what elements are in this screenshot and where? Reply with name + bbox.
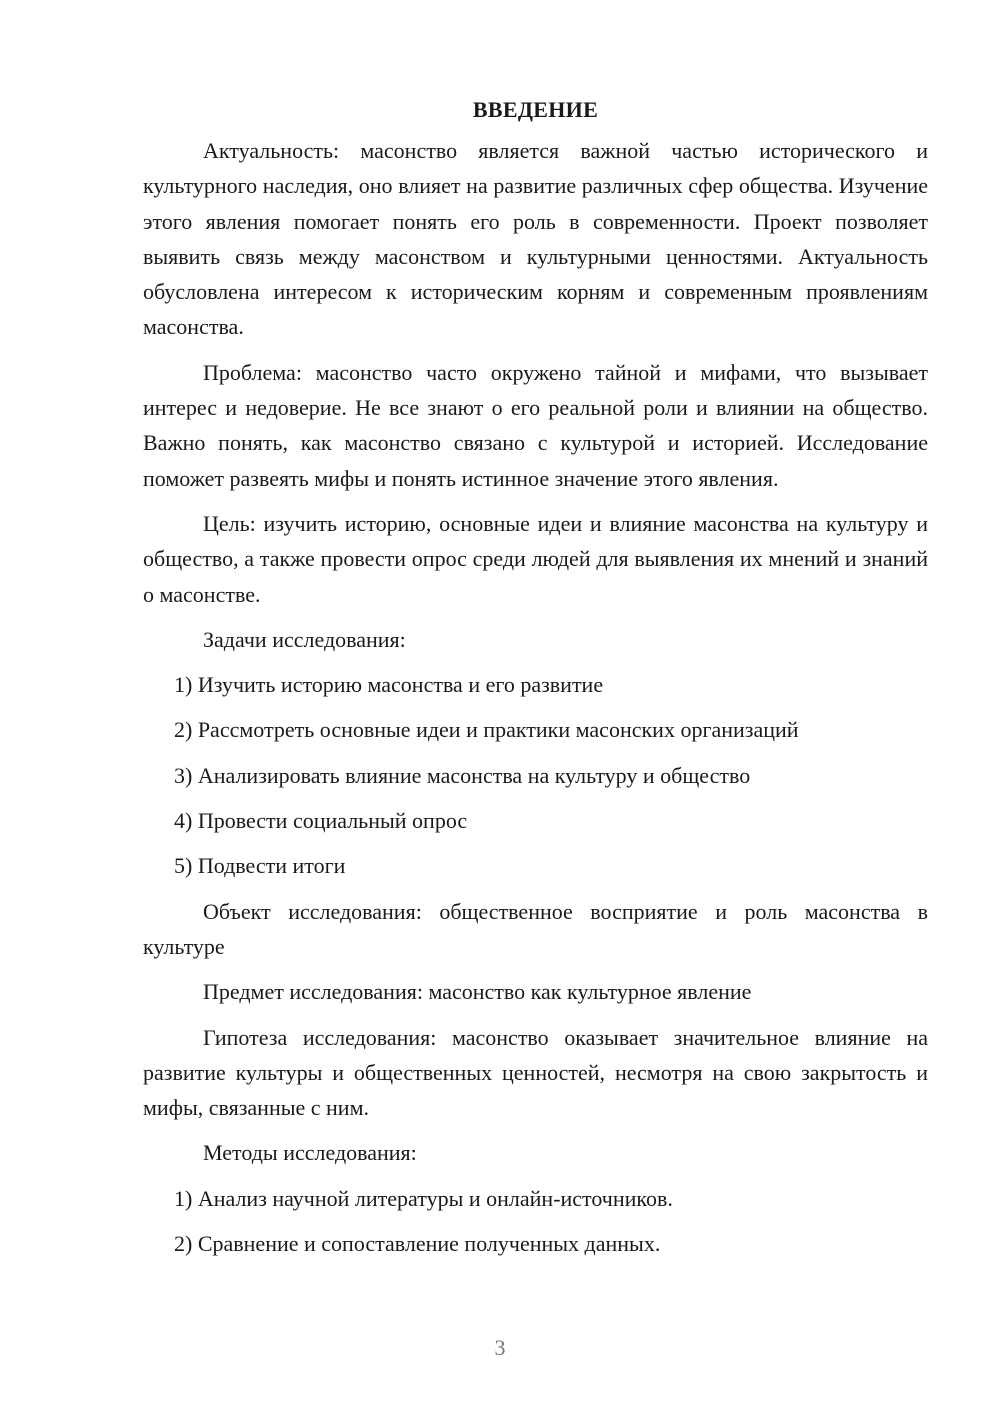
document-page xyxy=(143,93,928,1271)
tasks-title: Задачи исследования: xyxy=(203,626,406,652)
list-item: 2) Рассмотреть основные идеи и практики масонских организаций xyxy=(174,717,799,743)
list-item: 3) Анализировать влияние масонства на культуру и общество xyxy=(174,762,751,788)
problem-paragraph: Проблема: масонство часто окружено тайной и мифами, что вызывает интерес и недоверие. Не все знают о его реальной роли и влиянии на общество. Важно понять, как масонство связано с культурой и историей. Исследование поможет развеять мифы и понять истинное значение этого явления. xyxy=(143,359,928,491)
goal-paragraph: Цель: изучить историю, основные идеи и влияние масонства на культуру и общество, а также провести опрос среди людей для выявления их мнений и знаний о масонстве. xyxy=(143,510,928,607)
list-item: 5) Подвести итоги xyxy=(174,853,346,879)
subject-paragraph: Предмет исследования: масонство как культурное явление xyxy=(203,979,752,1005)
list-item: 4) Провести социальный опрос xyxy=(174,808,468,834)
list-item: 1) Изучить историю масонства и его развитие xyxy=(174,672,604,698)
object-paragraph: Объект исследования: общественное восприятие и роль масонства в культуре xyxy=(143,898,928,959)
list-item: 2) Сравнение и сопоставление полученных данных. xyxy=(174,1231,661,1257)
page-number: 3 xyxy=(494,1335,506,1360)
relevance-paragraph: Актуальность: масонство является важной частью исторического и культурного наследия, оно влияет на развитие различных сфер общества. Изучение этого явления помогает понять его роль в современности. Проект позволяет выявить связь между масонством и культурными ценностями. Актуальность обусловлена интересом к историческим корням и современным проявлениям масонства. xyxy=(143,138,928,340)
page-title: ВВЕДЕНИЕ xyxy=(472,97,599,122)
methods-title: Методы исследования: xyxy=(203,1140,417,1166)
hypothesis-paragraph: Гипотеза исследования: масонство оказывает значительное влияние на развитие культуры и общественных ценностей, несмотря на свою закрытость и мифы, связанные с ним. xyxy=(143,1024,928,1121)
list-item: 1) Анализ научной литературы и онлайн-источников. xyxy=(174,1185,673,1211)
